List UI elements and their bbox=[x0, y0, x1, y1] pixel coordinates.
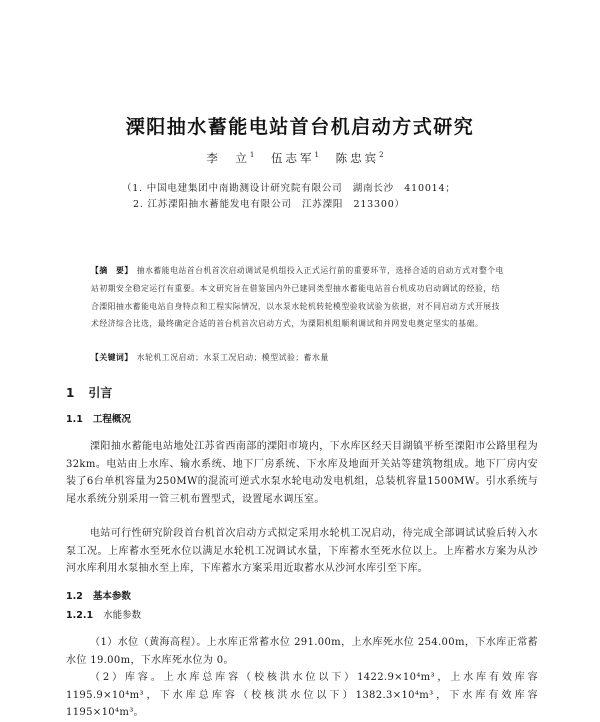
abstract-text: 抽水蓄能电站首台机首次启动调试是机组投入正式运行前的重要环节，选择合适的启动方式对整个电站初期安全稳定运行有重要。本文研究旨在借鉴国内外已建同类型抽水蓄能电站首台机成功启动调试的经验，结合溧阳抽水蓄能电站自身特点和工程实际情况，以水泵水轮机转轮模型验收试验为依据，对不同启动方式开展技术经济综合比选，最终确定合适的首台机首次启动方式，为溧阳机组顺利调试和并网发电奠定坚实的基础。 bbox=[91, 266, 504, 329]
subsection-number: 1.1 bbox=[66, 414, 83, 425]
author-name: 陈忠宾 bbox=[335, 151, 380, 165]
paper-title: 溧阳抽水蓄能电站首台机启动方式研究 bbox=[125, 116, 475, 138]
subsubsection-heading bbox=[66, 607, 141, 621]
subsection-heading bbox=[66, 588, 131, 602]
author-name: 李 立 bbox=[206, 151, 250, 165]
section-heading bbox=[66, 384, 112, 401]
subsubsection-number: 1.2.1 bbox=[66, 610, 94, 621]
author-affil-mark: 1 bbox=[249, 151, 255, 160]
subsection-title: 工程概况 bbox=[92, 414, 131, 425]
body-paragraph: 溧阳抽水蓄能电站地处江苏省西南部的溧阳市境内，下水库区经天目湖镇平桥至溧阳市公路里程为32km。电站由上水库、输水系统、地下厂房系统、下水库及地面开关站等建筑物组成。地下厂房内安装了6台单机容量为250MW的混流可逆式水泵水轮电动发电机组，总装机容量1500MW。引水系统与尾水系统分别采用一管三机布置型式，设置尾水调压室。 bbox=[66, 441, 538, 506]
subsection-title: 基本参数 bbox=[92, 591, 131, 602]
body-paragraph: （1）水位（黄海高程）。上水库正常蓄水位 291.00m，上水库死水位 254.00m，下水库正常蓄水位 19.00m，下水库死水位为 0。 bbox=[66, 637, 538, 666]
section-title: 引言 bbox=[88, 386, 113, 400]
keywords-label: 【关键词】 bbox=[91, 353, 133, 362]
body-paragraph: （2）库容。上水库总库容（校核洪水位以下）1422.9×10⁴m³，上水库有效库容 1195.9×10⁴m³，下水库总库容（校核洪水位以下）1382.3×10⁴m³，下水库有效库容 1195×10⁴m³。 bbox=[66, 672, 538, 719]
section-number: 1 bbox=[66, 386, 75, 400]
author-name: 伍志军 bbox=[271, 151, 315, 165]
keywords-text: 水轮机工况启动；水泵工况启动；模型试验；蓄水量 bbox=[136, 353, 329, 362]
body-paragraph: 电站可行性研究阶段首台机首次启动方式拟定采用水轮机工况启动，待完成全部调试试验后转入水泵工况。上库蓄水至死水位以满足水轮机工况调试水量，下库蓄水至死水位以上。上库蓄水方案为从沙河水库利用水泵抽水至上库，下库蓄水方案采用近取蓄水从沙河水库引至下库。 bbox=[66, 528, 538, 575]
keywords bbox=[91, 352, 507, 363]
subsubsection-title: 水能参数 bbox=[103, 610, 142, 621]
affiliation-line: 2. 江苏溧阳抽水蓄能发电有限公司 江苏溧阳 213300） bbox=[133, 199, 405, 210]
author-list bbox=[0, 150, 600, 166]
affiliation-line: （1. 中国电建集团中南勘测设计研究院有限公司 湖南长沙 410014； bbox=[122, 183, 456, 194]
author-affil-mark: 1 bbox=[314, 151, 319, 160]
subsection-number: 1.2 bbox=[66, 591, 83, 602]
abstract-label: 【摘 要】 bbox=[91, 266, 133, 275]
subsection-heading bbox=[66, 411, 131, 425]
abstract bbox=[91, 262, 507, 333]
author-affil-mark: 2 bbox=[379, 151, 384, 160]
